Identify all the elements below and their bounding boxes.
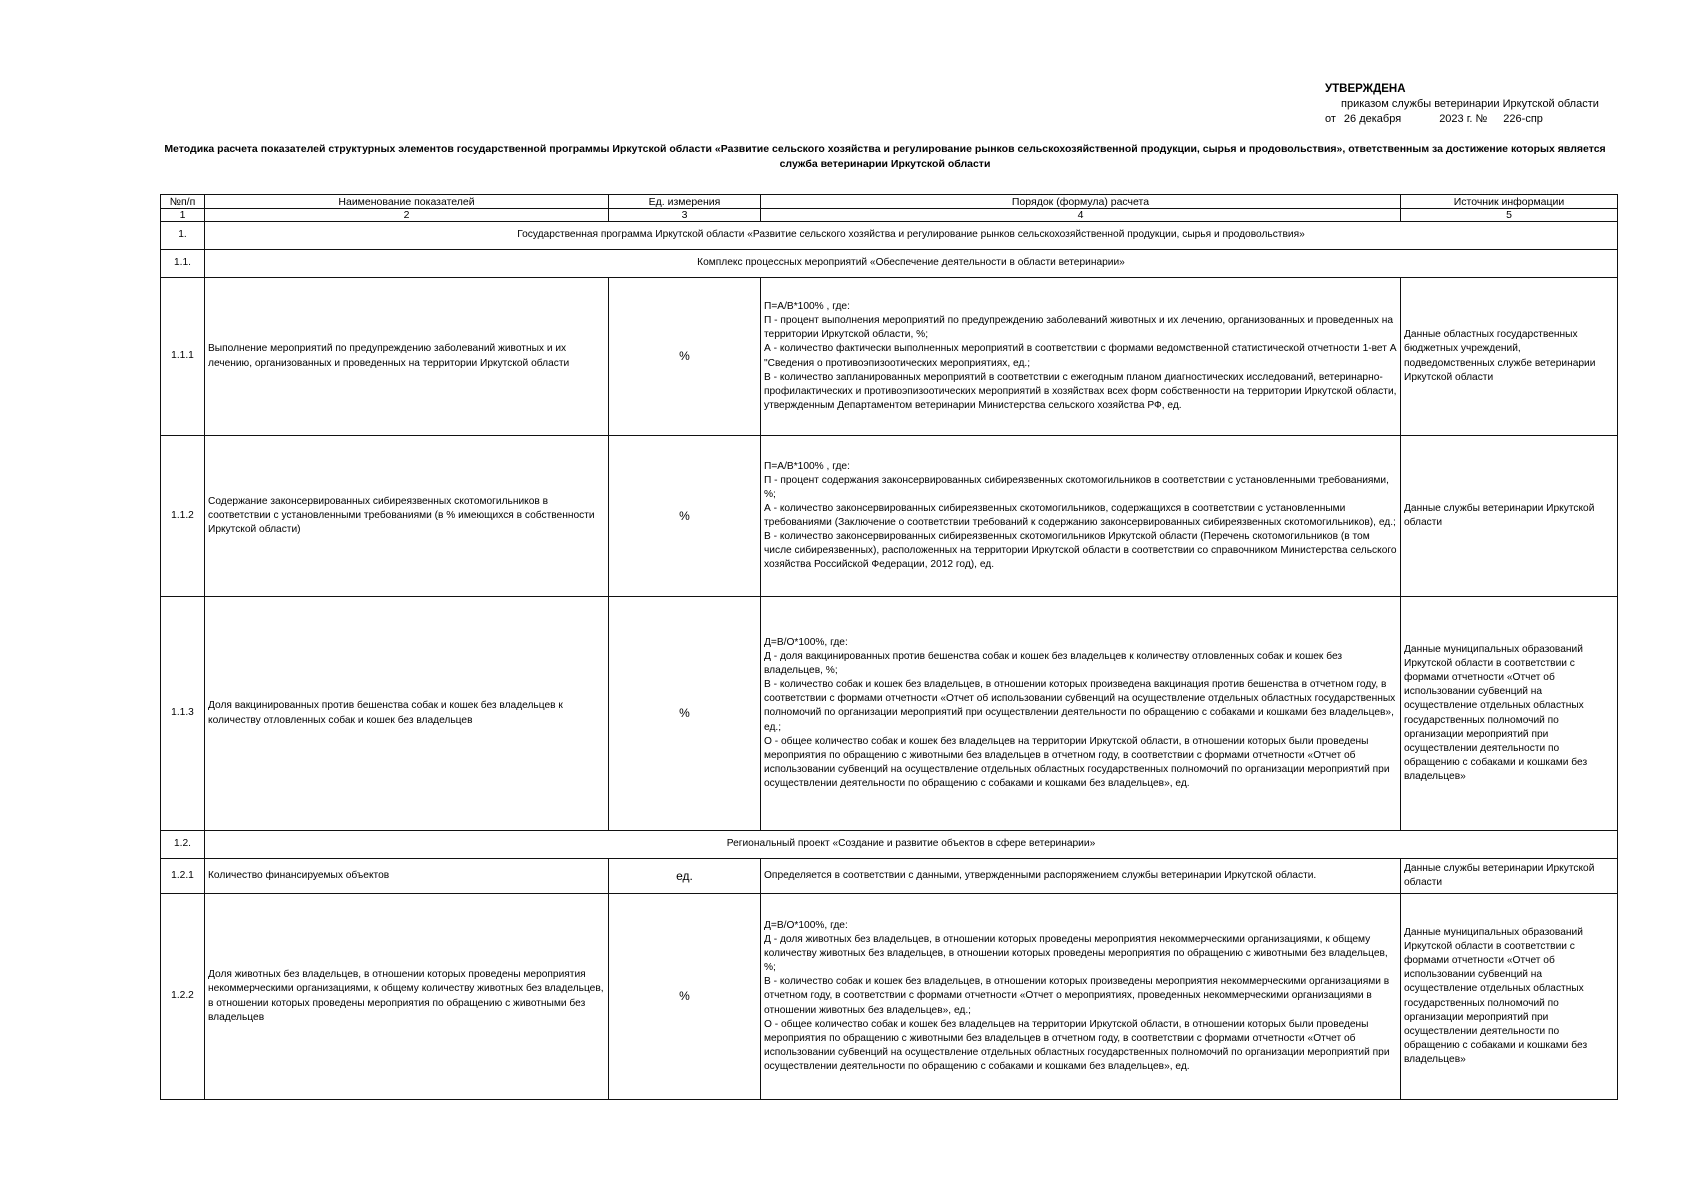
formula-line: Д - доля вакцинированных против бешенства собак и кошек без владельцев к количеству отловленных собак и кошек без владельцев, %; (764, 651, 1343, 677)
formula-line: Д - доля животных без владельцев, в отношении которых проведены мероприятия некоммерческими организациями, к общему количеству животных без владельцев, в отношении которых проведены мероприятия по обращению с животными без владельцев, %; (764, 934, 1388, 974)
approval-date: 26 декабря (1343, 113, 1402, 125)
formula-line: В - количество запланированных мероприятий в соответствии с ежегодным планом диагностических исследований, ветеринарно-профилактических и противоэпизоотических мероприятий в хозяйствах всех форм собственности на территории Иркутской области, утвержденным Департаментом ветеринарии Министерства сельского хозяйства РФ, ед. (764, 371, 1397, 411)
unit-cell: % (609, 894, 761, 1100)
formula-cell: Определяется в соответствии с данными, утвержденными распоряжением службы ветеринарии Иркутской области. (761, 859, 1401, 894)
section-title: Государственная программа Иркутской области «Развитие сельского хозяйства и регулирование рынков сельскохозяйственной продукции, сырья и продовольствия» (205, 222, 1618, 250)
formula-line: Д=В/О*100%, где: (764, 636, 848, 648)
table-row (161, 894, 1618, 1100)
formula-line: П - процент выполнения мероприятий по предупреждению заболеваний животных и их лечению, организованных и проведенных на территории Иркутской области, %; (764, 315, 1394, 341)
column-number-row (161, 209, 1618, 222)
row-number: 1.1.1 (161, 278, 205, 436)
indicator-name: Доля животных без владельцев, в отношении которых проведены мероприятия некоммерческими организациями, к общему количеству животных без владельцев, в отношении которых проведены мероприятия по обращению с животными без владельцев (205, 894, 609, 1100)
document-title: Методика расчета показателей структурных элементов государственной программы Иркутской области «Развитие сельского хозяйства и регулирование рынков сельскохозяйственной продукции, сырья и продовольствия», ответственным за достижение которых является служба ветеринарии Иркутской области (164, 143, 1606, 170)
row-number: 1.2.1 (161, 859, 205, 894)
approval-date-line (1325, 112, 1685, 127)
formula-cell (761, 894, 1401, 1100)
header-formula: Порядок (формула) расчета (761, 195, 1401, 209)
formula-line: П=А/В*100% , где: (764, 460, 850, 472)
col-number: 4 (761, 209, 1401, 222)
section-number: 1.1. (161, 250, 205, 278)
formula-line: А - количество законсервированных сибиреязвенных скотомогильников, содержащихся в соответствии с установленными требованиями (Заключение о соответствии требований к содержанию законсервированных сибиреязвенных скотомогильников), ед.; (764, 502, 1396, 528)
table-row (161, 597, 1618, 831)
col-number: 2 (205, 209, 609, 222)
header-source: Источник информации (1401, 195, 1618, 209)
approval-block (1325, 82, 1685, 127)
formula-line: Д=В/О*100%, где: (764, 919, 848, 931)
section-row (161, 831, 1618, 859)
section-title: Региональный проект «Создание и развитие объектов в сфере ветеринарии» (205, 831, 1618, 859)
source-cell: Данные муниципальных образований Иркутской области в соответствии с формами отчетности «Отчет об использовании субвенций на осуществление отдельных областных государственных полномочий по организации мероприятий при осуществлении деятельности по обращению с собаками и кошками без владельцев» (1401, 597, 1618, 831)
indicator-name: Доля вакцинированных против бешенства собак и кошек без владельцев к количеству отловленных собак и кошек без владельцев (205, 597, 609, 831)
formula-cell (761, 436, 1401, 597)
unit-cell: % (609, 278, 761, 436)
unit-cell: % (609, 436, 761, 597)
formula-line: О - общее количество собак и кошек без владельцев на территории Иркутской области, в отношении которых были проведены мероприятия по обращению с животными без владельцев в отчетном году, в соответствии с формами отчетности «Отчет об использовании субвенций на осуществление отдельных областных государственных полномочий по организации мероприятий при осуществлении деятельности по обращению с собаками и кошками без владельцев», ед. (764, 1018, 1390, 1072)
unit-cell: % (609, 597, 761, 831)
formula-line: В - количество законсервированных сибиреязвенных скотомогильников Иркутской области (Перечень скотомогильников (в том числе сибиреязвенных), расположенных на территории Иркутской области в соответствии со справочником Министерства сельского хозяйства Российской Федерации, 2012 год), ед. (764, 531, 1397, 571)
row-number: 1.2.2 (161, 894, 205, 1100)
unit-cell: ед. (609, 859, 761, 894)
source-cell: Данные службы ветеринарии Иркутской области (1401, 859, 1618, 894)
formula-line: П=А/В*100% , где: (764, 301, 850, 313)
source-cell: Данные службы ветеринарии Иркутской области (1401, 436, 1618, 597)
approval-order-line: приказом службы ветеринарии Иркутской области (1341, 98, 1599, 110)
row-number: 1.1.3 (161, 597, 205, 831)
header-num: №п/п (161, 195, 205, 209)
formula-line: В - количество собак и кошек без владельцев, в отношении которых произведена вакцинация против бешенства в отчетном году, в соответствии с формами отчетности «Отчет об использовании субвенций на осуществление отдельных областных государственных полномочий по организации мероприятий при осуществлении деятельности по обращению с собаками и кошками без владельцев», ед.; (764, 679, 1396, 733)
methodology-table (160, 194, 1618, 1100)
source-cell: Данные муниципальных образований Иркутской области в соответствии с формами отчетности «Отчет об использовании субвенций на осуществление отдельных областных государственных полномочий по организации мероприятий при осуществлении деятельности по обращению с собаками и кошками без владельцев» (1401, 894, 1618, 1100)
header-unit: Ед. измерения (609, 195, 761, 209)
indicator-name: Содержание законсервированных сибиреязвенных скотомогильников в соответствии с установленными требованиями (в % имеющихся в собственности Иркутской области) (205, 436, 609, 597)
approval-date-prefix: от (1325, 113, 1336, 125)
col-number: 5 (1401, 209, 1618, 222)
table-row (161, 278, 1618, 436)
header-row (161, 195, 1618, 209)
formula-line: А - количество фактически выполненных мероприятий в соответствии с формами ведомственной статистической отчетности 1-вет А "Сведения о противоэпизоотических мероприятиях, ед.; (764, 343, 1397, 369)
formula-line: В - количество собак и кошек без владельцев, в отношении которых произведены мероприятия некоммерческими организациями в отчетном году, в соответствии с формами отчетности «Отчет о мероприятиях, проведенных некоммерческими организациями в отношении животных без владельцев», ед.; (764, 976, 1390, 1016)
section-row (161, 222, 1618, 250)
approval-title: УТВЕРЖДЕНА (1325, 83, 1406, 95)
source-cell: Данные областных государственных бюджетных учреждений, подведомственных службе ветеринарии Иркутской области (1401, 278, 1618, 436)
approval-year: 2023 г. № (1439, 113, 1488, 125)
formula-line: О - общее количество собак и кошек без владельцев на территории Иркутской области, в отношении которых были проведены мероприятия по обращению с животными без владельцев в отчетном году, в соответствии с формами отчетности «Отчет об использовании субвенций на осуществление отдельных областных государственных полномочий по организации мероприятий при осуществлении деятельности по обращению с собаками и кошками без владельцев», ед. (764, 735, 1390, 789)
formula-cell (761, 278, 1401, 436)
col-number: 3 (609, 209, 761, 222)
section-number: 1.2. (161, 831, 205, 859)
table-row (161, 859, 1618, 894)
section-number: 1. (161, 222, 205, 250)
col-number: 1 (161, 209, 205, 222)
approval-number: 226-спр (1503, 113, 1543, 125)
formula-line: П - процент содержания законсервированных сибиреязвенных скотомогильников в соответствии с установленными требованиями, %; (764, 474, 1389, 500)
indicator-name: Выполнение мероприятий по предупреждению заболеваний животных и их лечению, организованных и проведенных на территории Иркутской области (205, 278, 609, 436)
section-title: Комплекс процессных мероприятий «Обеспечение деятельности в области ветеринарии» (205, 250, 1618, 278)
indicator-name: Количество финансируемых объектов (205, 859, 609, 894)
section-row (161, 250, 1618, 278)
formula-cell (761, 597, 1401, 831)
row-number: 1.1.2 (161, 436, 205, 597)
table-row (161, 436, 1618, 597)
header-name: Наименование показателей (205, 195, 609, 209)
